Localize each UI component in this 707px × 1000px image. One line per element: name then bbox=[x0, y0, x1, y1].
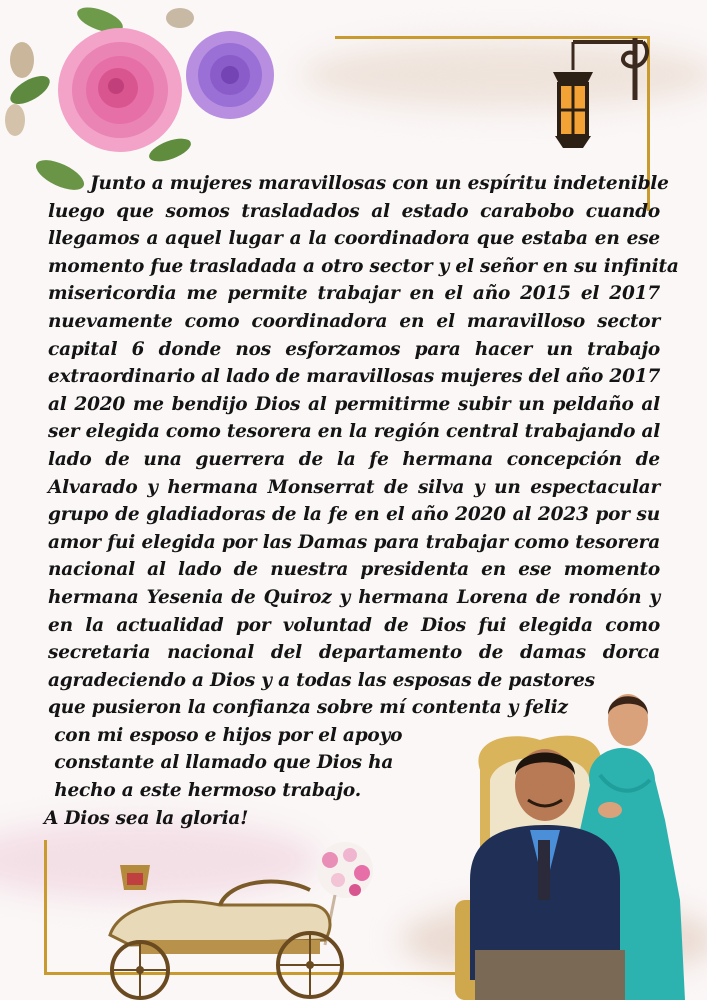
letter-line: lado de una guerrera de la fe hermana concepción de bbox=[48, 448, 660, 470]
letter-line: nacional al lado de nuestra presidenta en ese momento bbox=[48, 559, 660, 581]
letter-line: que pusieron la confianza sobre mí contenta y feliz bbox=[48, 697, 568, 719]
closing-line: A Dios sea la gloria! bbox=[44, 807, 249, 829]
letter-line: llegamos a aquel lugar a la coordinadora que estaba en ese bbox=[48, 228, 660, 250]
letter-line: luego que somos trasladados al estado carabobo cuando bbox=[48, 200, 660, 222]
letter-line: con mi esposo e hijos por el apoyo bbox=[48, 724, 403, 746]
letter-line: capital 6 donde nos esforzamos para hacer un trabajo bbox=[48, 338, 660, 360]
letter-line: hecho a este hermoso trabajo. bbox=[48, 780, 361, 802]
letter-line: misericordia me permite trabajar en el año 2015 el 2017 bbox=[48, 283, 660, 305]
letter-line: Alvarado y hermana Monserrat de silva y un espectacular bbox=[48, 476, 660, 498]
letter-line: agradeciendo a Dios y a todas las esposas de pastores bbox=[48, 669, 595, 691]
letter-line: secretaria nacional del departamento de damas dorca bbox=[48, 642, 660, 664]
letter-line: momento fue trasladada a otro sector y el señor en su infinita bbox=[48, 255, 679, 277]
letter-line: amor fui elegida por las Damas para trabajar como tesorera bbox=[48, 531, 660, 553]
letter-line: hermana Yesenia de Quiroz y hermana Lorena de rondón y bbox=[48, 586, 660, 608]
letter-line: grupo de gladiadoras de la fe en el año 2020 al 2023 por su bbox=[48, 504, 660, 526]
gold-frame-left bbox=[44, 840, 47, 975]
letter-line: nuevamente como coordinadora en el maravilloso sector bbox=[48, 310, 660, 332]
letter-line: constante al llamado que Dios ha bbox=[48, 752, 394, 774]
letter-line: en la actualidad por voluntad de Dios fui elegida como bbox=[48, 614, 660, 636]
couple-photo bbox=[450, 680, 707, 1000]
letter-line: Junto a mujeres maravillosas con un espíritu indetenible bbox=[90, 173, 669, 194]
letter-line: al 2020 me bendijo Dios al permitirme subir un peldaño al bbox=[48, 393, 660, 415]
carriage-icon bbox=[80, 835, 390, 1000]
letter-line: extraordinario al lado de maravillosas mujeres del año 2017 bbox=[48, 366, 661, 388]
letter-line: ser elegida como tesorera en la región central trabajando al bbox=[48, 421, 661, 443]
hanging-lantern-icon bbox=[525, 30, 655, 155]
